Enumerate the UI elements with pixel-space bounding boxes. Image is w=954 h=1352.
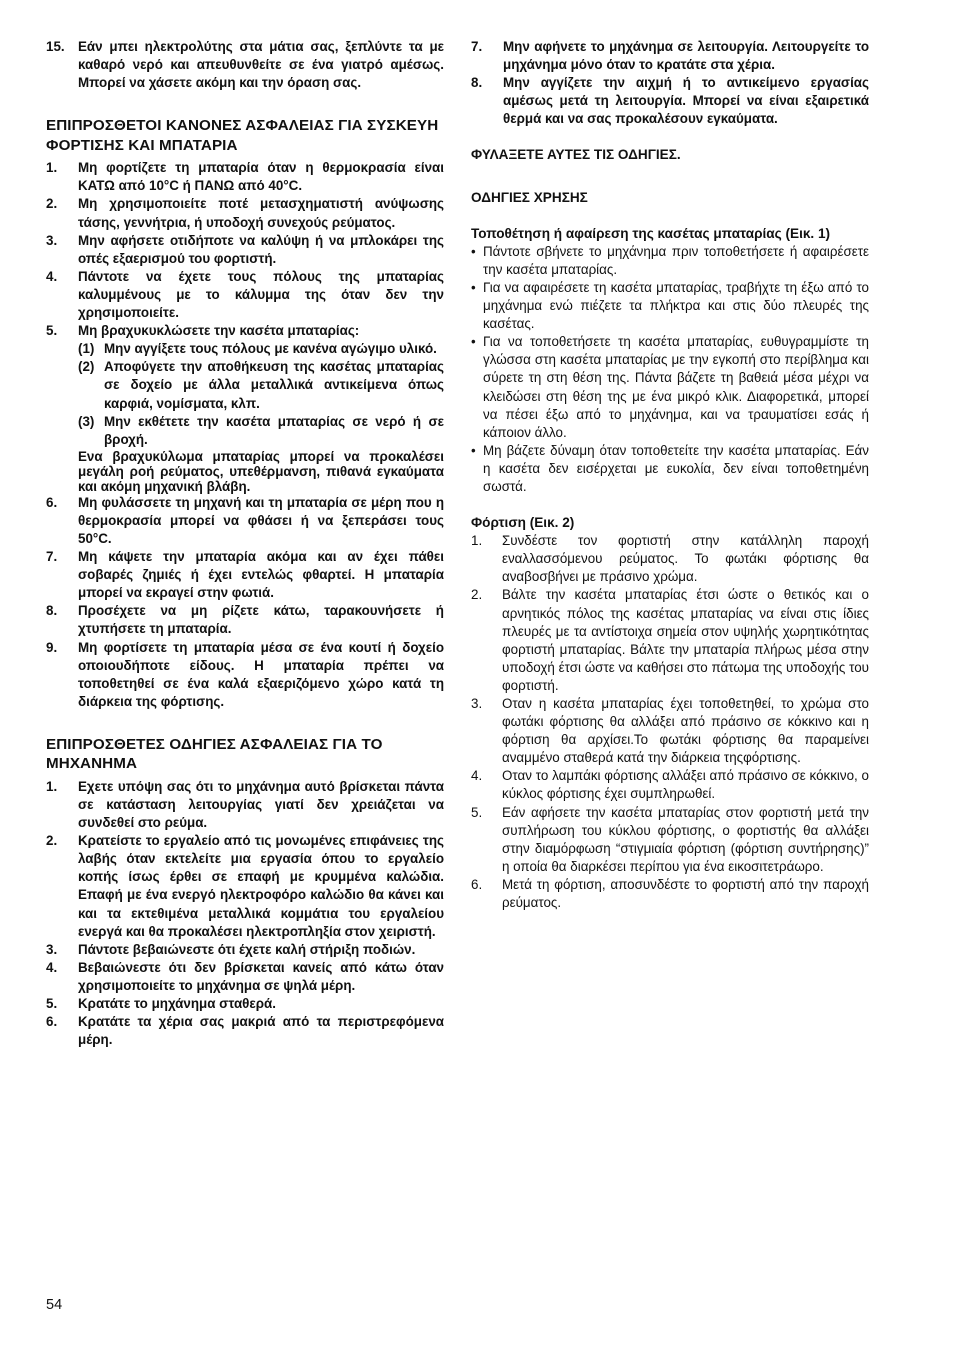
subsection-heading: Τοποθέτηση ή αφαίρεση της κασέτας μπαταρίας (Εικ. 1) xyxy=(471,225,831,241)
item-text: Μη φορτίσετε τη μπαταρία μέσα σε ένα κουτί ή δοχείο οποιουδήποτε είδους. Η μπαταρία πρέπει να τοποθετηθεί σε ένα καλά εξαεριζόμενο χώρο κατά τη διάρκεια της φόρτισης. xyxy=(78,639,444,709)
item-number: 2. xyxy=(471,587,483,603)
item-number: (2) xyxy=(78,359,95,375)
item-text: Πάντοτε βεβαιώνεστε ότι έχετε καλή στήριξη ποδιών. xyxy=(78,941,416,957)
bullet-icon: • xyxy=(471,442,476,458)
list-item xyxy=(46,941,444,959)
section-heading: ΕΠΙΠΡΟΣΘΕΤΟΙ ΚΑΝΟΝΕΣ ΑΣΦΑΛΕΙΑΣ ΓΙΑ ΣΥΣΚΕΥΗ ΦΟΡΤΙΣΗΣ ΚΑΙ ΜΠΑΤΑΡΙΑ xyxy=(46,117,439,154)
item-text: Μη χρησιμοποιείτε ποτέ μετασχηματιστή ανύψωσης τάσης, γεννήτρια, ή υποδοχή συνεχούς ρεύματος. xyxy=(78,196,444,230)
list-item xyxy=(46,268,444,322)
item-text: Μη φυλάσσετε τη μηχανή και τη μπαταρία σε μέρη που η θερμοκρασία μπορεί να φθάσει ή να ξεπεράσει τους 50°C. xyxy=(78,494,444,546)
sub-list-item xyxy=(46,340,444,358)
sub-list-item xyxy=(46,413,444,449)
item-text: Μη φορτίζετε τη μπαταρία όταν η θερμοκρασία είναι ΚΑΤΩ από 10°C ή ΠΑΝΩ από 40°C. xyxy=(78,160,444,194)
item-number: 5. xyxy=(46,323,58,339)
item-number: 2. xyxy=(46,196,58,212)
sub-list-item xyxy=(46,358,444,412)
bullet-icon: • xyxy=(471,334,476,350)
item-number: 4. xyxy=(46,959,58,975)
item-text: Εάν αφήσετε την κασέτα μπαταρίας στον φορτιστή μετά την συπλήρωση του κύκλου φόρτισης, ο φορτιστής θα αλλάξει στην διαμόρφωση “στιγμιαία φόρτιση (φόρτιση συντήρησης)” η οποία θα διαρκέσει περίπου για ένα εικοσιτετράωρο. xyxy=(502,804,869,874)
list-item xyxy=(46,1013,444,1049)
item-text: Μην αφήνετε το μηχάνημα σε λειτουργία. Λειτουργείτε το μηχάνημα μόνο όταν το κρατάτε στα χέρια. xyxy=(503,39,869,73)
list-item xyxy=(471,804,869,876)
item-text: Βάλτε την κασέτα μπαταρίας έτσι ώστε ο θετικός και ο αρνητικός πόλος της κασέτας μπαταρίας να είναι στις ίδιες πλευρές με τα αντίστοιχα σημεία στον υψηλής χωρητικότητας φορτιστή μπαταρίας. Βάλτε την μπαταρία πλήρως μέσα στην υποδοχή έτσι ώστε να καθήσει στο πάτωμα της υποδοχής του φορτιστή. xyxy=(502,587,869,693)
item-number: 6. xyxy=(471,876,483,892)
list-item xyxy=(46,322,444,340)
item-text: Βεβαιώνεστε ότι δεν βρίσκεται κανείς από κάτω όταν χρησιμοποιείτε το μηχάνημα σε ψηλά μέρη. xyxy=(78,959,444,993)
subsection-heading: Φόρτιση (Εικ. 2) xyxy=(471,515,575,531)
item-number: 7. xyxy=(471,39,483,54)
list-item xyxy=(46,195,444,231)
item-text: Αποφύγετε την αποθήκευση της κασέτας μπαταρίας σε δοχείο με άλλα μεταλλικά αντικείμενα όπως καρφιά, νομίσματα, κλπ. xyxy=(104,359,444,411)
list-item xyxy=(46,494,444,548)
list-item xyxy=(46,159,444,195)
item-text: Κρατάτε τα χέρια σας μακριά από τα περιστρεφόμενα μέρη. xyxy=(78,1014,444,1048)
list-item xyxy=(471,876,869,912)
item-text: Συνδέστε τον φορτιστή στην κατάλληλη παροχή εναλλασσόμενου ρεύματος. Το φωτάκι φόρτισης θα αναβοσβήνει με πράσινο χρώμα. xyxy=(502,533,869,585)
item-number: 8. xyxy=(471,75,483,91)
item-text: Για να αφαιρέσετε τη κασέτα μπαταρίας, τραβήχτε τη έξω από το μηχάνημα ενώ πιέζετε τα πλήκτρα και στις δύο πλευρές της κασέτας. xyxy=(483,279,869,332)
list-item xyxy=(46,38,444,92)
item-number: 6. xyxy=(46,1014,58,1030)
list-item xyxy=(46,639,444,711)
item-number: (3) xyxy=(78,413,95,429)
item-number: 5. xyxy=(471,804,483,820)
item-text: Μην εκθέτετε την κασέτα μπαταρίας σε νερό ή σε βροχή. xyxy=(104,413,444,447)
item-number: 4. xyxy=(471,768,483,784)
item-text: Μην αφήσετε οτιδήποτε να καλύψη ή να μπλοκάρει της οπές εξαερισμού του φορτιστή. xyxy=(78,232,444,266)
list-item xyxy=(46,548,444,602)
section-heading: ΕΠΙΠΡΟΣΘΕΤΕΣ ΟΔΗΓΙΕΣ ΑΣΦΑΛΕΙΑΣ ΓΙΑ ΤΟ ΜΗΧΑΝΗΜΑ xyxy=(46,735,383,773)
item-number: 1. xyxy=(46,778,58,794)
item-text: Οταν το λαμπάκι φόρτισης αλλάξει από πράσινο σε κόκκινο, ο κύκλος φόρτισης έχει συμπληρωθεί. xyxy=(502,768,869,802)
list-item xyxy=(471,586,869,695)
left-column xyxy=(46,38,444,1049)
item-number: 3. xyxy=(471,696,483,711)
bullet-item xyxy=(471,442,869,496)
list-item xyxy=(471,74,869,128)
item-text: Μην αγγίξετε τους πόλους με κανένα αγώγιμο υλικό. xyxy=(104,341,437,357)
page-number: 54 xyxy=(46,1297,63,1313)
bullet-item xyxy=(471,333,869,442)
item-text: Μετά τη φόρτιση, αποσυνδέστε το φορτιστή από την παροχή ρεύματος. xyxy=(502,876,869,911)
item-text: Οταν η κασέτα μπαταρίας έχει τοποθετηθεί, το χρώμα στο φωτάκι φόρτισης θα αλλάξει από πράσινο σε κόκκινο και η φόρτιση θα αρχίσει.Το φωτάκι φόρτισης θα παραμείνει αναμμένο σταθερά κατά την διάρκεια τηςφόρτισης. xyxy=(502,696,869,766)
bullet-icon: • xyxy=(471,279,476,295)
item-number: 9. xyxy=(46,639,58,655)
list-item xyxy=(471,532,869,586)
item-number: 3. xyxy=(46,232,58,248)
list-item xyxy=(471,38,869,74)
item-number: 1. xyxy=(46,160,58,176)
item-number: 8. xyxy=(46,603,58,619)
list-item xyxy=(471,695,869,767)
right-column xyxy=(471,38,869,912)
list-item xyxy=(46,995,444,1013)
list-item xyxy=(46,832,444,941)
item-number: 5. xyxy=(46,996,58,1012)
item-text: Μη βραχυκυκλώσετε την κασέτα μπαταρίας: xyxy=(78,323,360,339)
list-item xyxy=(46,778,444,832)
item-text: Εχετε υπόψη σας ότι το μηχάνημα αυτό βρίσκεται πάντα σε κατάσταση λειτουργίας γιατί δεν χρειάζεται να συνδεθεί στο ρεύμα. xyxy=(78,778,444,831)
item-number: 7. xyxy=(46,549,58,565)
item-number: 4. xyxy=(46,268,58,284)
item-text: Μη κάψετε την μπαταρία ακόμα και αν έχει πάθει σοβαρές ζημιές ή έχει εντελώς φθαρτεί. Η μπαταρία μπορεί να εκραγεί στην φωτιά. xyxy=(78,549,444,601)
item-text: Μην αγγίζετε την αιχμή ή το αντικείμενο εργασίας αμέσως μετά τη λειτουργία. Μπορεί να είναι εξαιρετικά θερμά και να σας προκαλέσουν εγκαύματα. xyxy=(503,75,869,127)
bullet-item xyxy=(471,279,869,333)
item-text: Μη βάζετε δύναμη όταν τοποθετείτε την κασέτα μπαταρίας. Εάν η κασέτα δεν εισέρχεται με ευκολία, δεν είναι τοποθετημένη σωστά. xyxy=(483,442,869,494)
item-text: Προσέχετε να μη ρίζετε κάτω, ταρακουνήσετε ή χτυπήσετε τη μπαταρία. xyxy=(78,603,444,637)
save-instructions-heading: ΦΥΛΑΞΕΤΕ ΑΥΤΕΣ ΤΙΣ ΟΔΗΓΙΕΣ. xyxy=(471,147,681,163)
item-number: (1) xyxy=(78,341,95,357)
list-item xyxy=(46,959,444,995)
item-text: Πάντοτε σβήνετε το μηχάνημα πριν τοποθετήσετε ή αφαιρέσετε την κασέτα μπαταρίας. xyxy=(483,243,869,277)
item-number: 15. xyxy=(46,39,65,54)
list-item xyxy=(46,232,444,268)
item-number: 1. xyxy=(471,533,483,549)
item-text: Εάν μπει ηλεκτρολύτης στα μάτια σας, ξεπλύντε τα με καθαρό νερό και απευθυνθείτε σε ένα γιατρό αμέσως. Μπορεί να χάσετε ακόμη και την όραση σας. xyxy=(78,39,444,91)
item-number: 3. xyxy=(46,941,58,957)
usage-instructions-heading: ΟΔΗΓΙΕΣ ΧΡΗΣΗΣ xyxy=(471,189,588,205)
item-number: 2. xyxy=(46,833,58,849)
bullet-icon: • xyxy=(471,243,476,259)
item-text: Για να τοποθετήσετε τη κασέτα μπαταρίας, ευθυγραμμίστε τη γλώσσα στη κασέτα μπαταρίας με την εγκοπή στο περίβλημα και σύρετε τη στη θέση της. Πάντα βάζετε τη βαθειά μέσα μέχρι να κλειδώσει στη θέση της με ένα μικρό κλικ. Διαφορετικά, μπορεί να πέσει έξω από το μηχάνημα, και να τραυματίσει εσάς ή κάποιον άλλο. xyxy=(483,334,869,440)
warning-note: Ενα βραχυκύλωμα μπαταρίας μπορεί να προκαλέσει μεγάλη ροή ρεύματος, υπεθέρμανση, πιθανά εγκαύματα και ακόμη μηχανική βλάβη. xyxy=(78,448,444,494)
list-item xyxy=(46,602,444,638)
item-text: Κρατάτε το μηχάνημα σταθερά. xyxy=(78,996,277,1012)
item-text: Κρατείστε το εργαλείο από τις μονωμένες επιφάνειες της λαβής όταν εκτελείτε μια εργασία όπου το εργαλείο κοπής ίσως έρθει σε επαφή με κρυμμένα καλώδια. Επαφή με ένα ενεργό ηλεκτροφόρο καλώδιο θα κάνει και και τα εκτεθιμένα μεταλλικά κομμάτια του εργαλείου ενεργά και θα προκαλέσει ηλεκτροπληξία στον χειριστή. xyxy=(78,833,444,939)
list-item xyxy=(471,767,869,803)
bullet-item xyxy=(471,243,869,279)
item-number: 6. xyxy=(46,494,58,510)
item-text: Πάντοτε να έχετε τους πόλους της μπαταρίας καλυμμένους με το κάλυμμα της όταν δεν την χρησιμοποιείτε. xyxy=(78,268,444,321)
